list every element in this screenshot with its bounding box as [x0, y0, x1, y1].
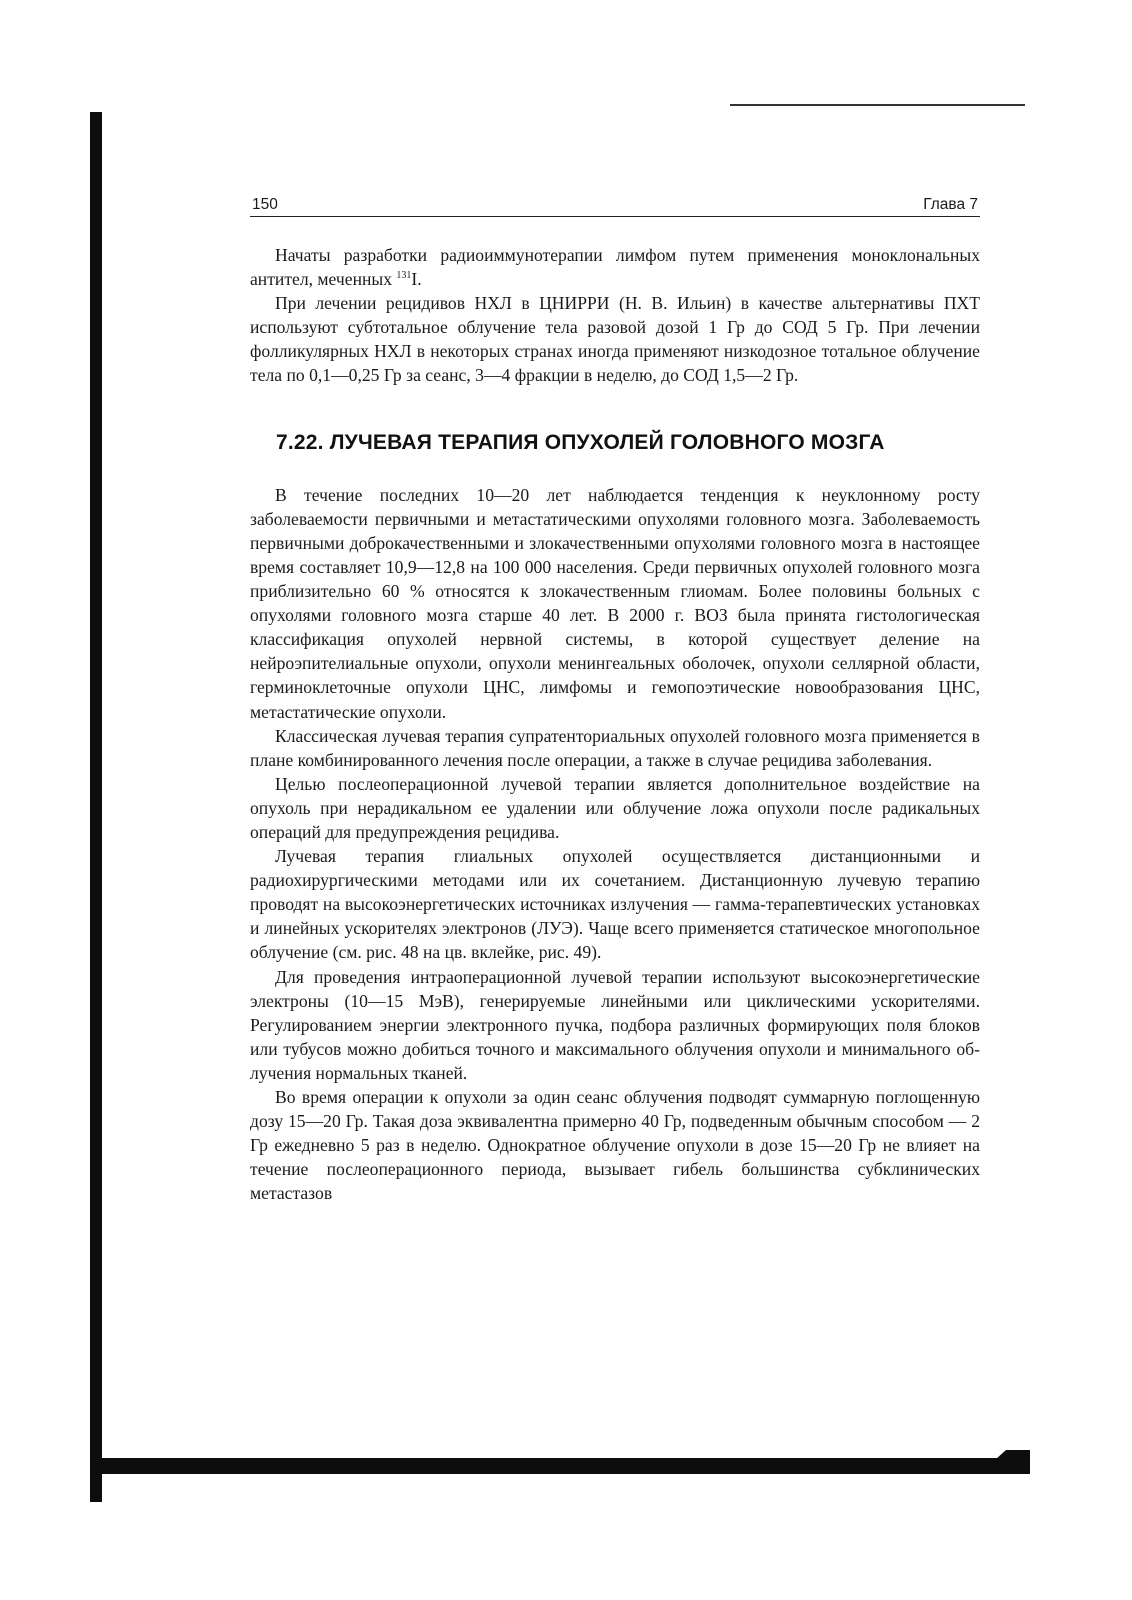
scan-edge-shadow-bottom — [90, 1458, 1030, 1474]
paragraph-intro-1-text: Начаты разработки радиоиммунотерапии лимфом путем применения моноклональных антител, меченных — [250, 245, 980, 290]
paragraph: Классическая лучевая терапия супратенториальных опухолей головного мозга применяется в плане комбинированного лечения после операции, а также в случае рецидива заболевания. — [250, 725, 980, 770]
running-head — [250, 196, 980, 217]
paragraph: Лучевая терапия глиальных опухолей осуществляется дистанционными и радиохирургическими методами или их сочетанием. Дистанционную лучевую терапию проводят на высокоэнергетических источниках излучения — гамма-терапевтических установках и линейных ускорителях электронов (ЛУЭ). Чаще всего применяется статическое многопольное облучение (см. рис. 48 на цв. вклейке, рис. 49). — [250, 846, 980, 963]
page-number: 150 — [252, 196, 278, 213]
page-body — [250, 217, 980, 1205]
paragraph: Для проведения интраоперационной лучевой терапии используют высокоэнергетические электроны (10—15 МэВ), генерируемые линейными или циклическими ускорителями. Регулированием энергии электронного пучка, подбора различных формирующих поля блоков или тубусов можно добиться точного и максимального облучения опухоли и минимального облучения нормальных тканей. — [250, 966, 980, 1083]
paragraph: Во время операции к опухоли за один сеанс облучения подводят суммарную поглощенную дозу 15—20 Гр. Такая доза эквивалентна примерно 40 Гр, подведенным обычным способом — 2 Гр ежедневно 5 раз в неделю. Однократное облучение опухоли в дозе 15—20 Гр не влияет на течение послеоперационного периода, вызывает гибель большинства субклинических метастазов — [250, 1087, 980, 1204]
paragraph-intro-2: При лечении рецидивов НХЛ в ЦНИРРИ (Н. В. Ильин) в качестве альтернативы ПХТ используют субтотальное облучение тела разовой дозой 1 Гр до СОД 5 Гр. При лечении фолликулярных НХЛ в некоторых странах иногда применяют низкодозное тотальное облучение тела по 0,1—0,25 Гр за сеанс, 3—4 фракции в неделю, до СОД 1,5—2 Гр. — [250, 293, 980, 386]
paragraph-intro-1 — [250, 243, 980, 291]
scan-edge-shadow-left — [90, 112, 102, 1502]
chapter-label: Глава 7 — [923, 196, 978, 213]
top-rule — [730, 104, 1025, 106]
isotope-superscript: 131 — [396, 270, 412, 282]
paragraph-intro-1-tail: I. — [411, 269, 422, 290]
section-title: 7.22. ЛУЧЕВАЯ ТЕРАПИЯ ОПУХОЛЕЙ ГОЛОВНОГО МОЗГА — [276, 430, 885, 454]
paragraph: В течение последних 10—20 лет наблюдается тенденция к неуклонному росту заболеваемости первичными и метастатическими опухолями головного мозга. Заболеваемость первичными доброкачественными и злокачественными опухолями головного мозга в настоящее время составляет 10,9—12,8 на 100 000 населения. Среди первичных опухолей головного мозга приблизительно 60 % относятся к злокачественным глиомам. Более половины больных с опухолями головного мозга старше 40 лет. В 2000 г. ВОЗ была принята гистологическая классификация опухолей нервной системы, в которой существует деление на нейроэпителиальные опухоли, опухоли менингеальных оболочек, опухоли селлярной области, герминоклеточные опухоли ЦНС, лимфомы и гемопоэтические новообразования ЦНС, метастатические опухоли. — [250, 484, 980, 722]
book-page — [250, 196, 980, 1205]
paragraph: Целью послеоперационной лучевой терапии является дополнительное воздействие на опухоль при нерадикальном ее удалении или облучение ложа опухоли после радикальных операций для предупреждения рецидива. — [250, 773, 980, 842]
